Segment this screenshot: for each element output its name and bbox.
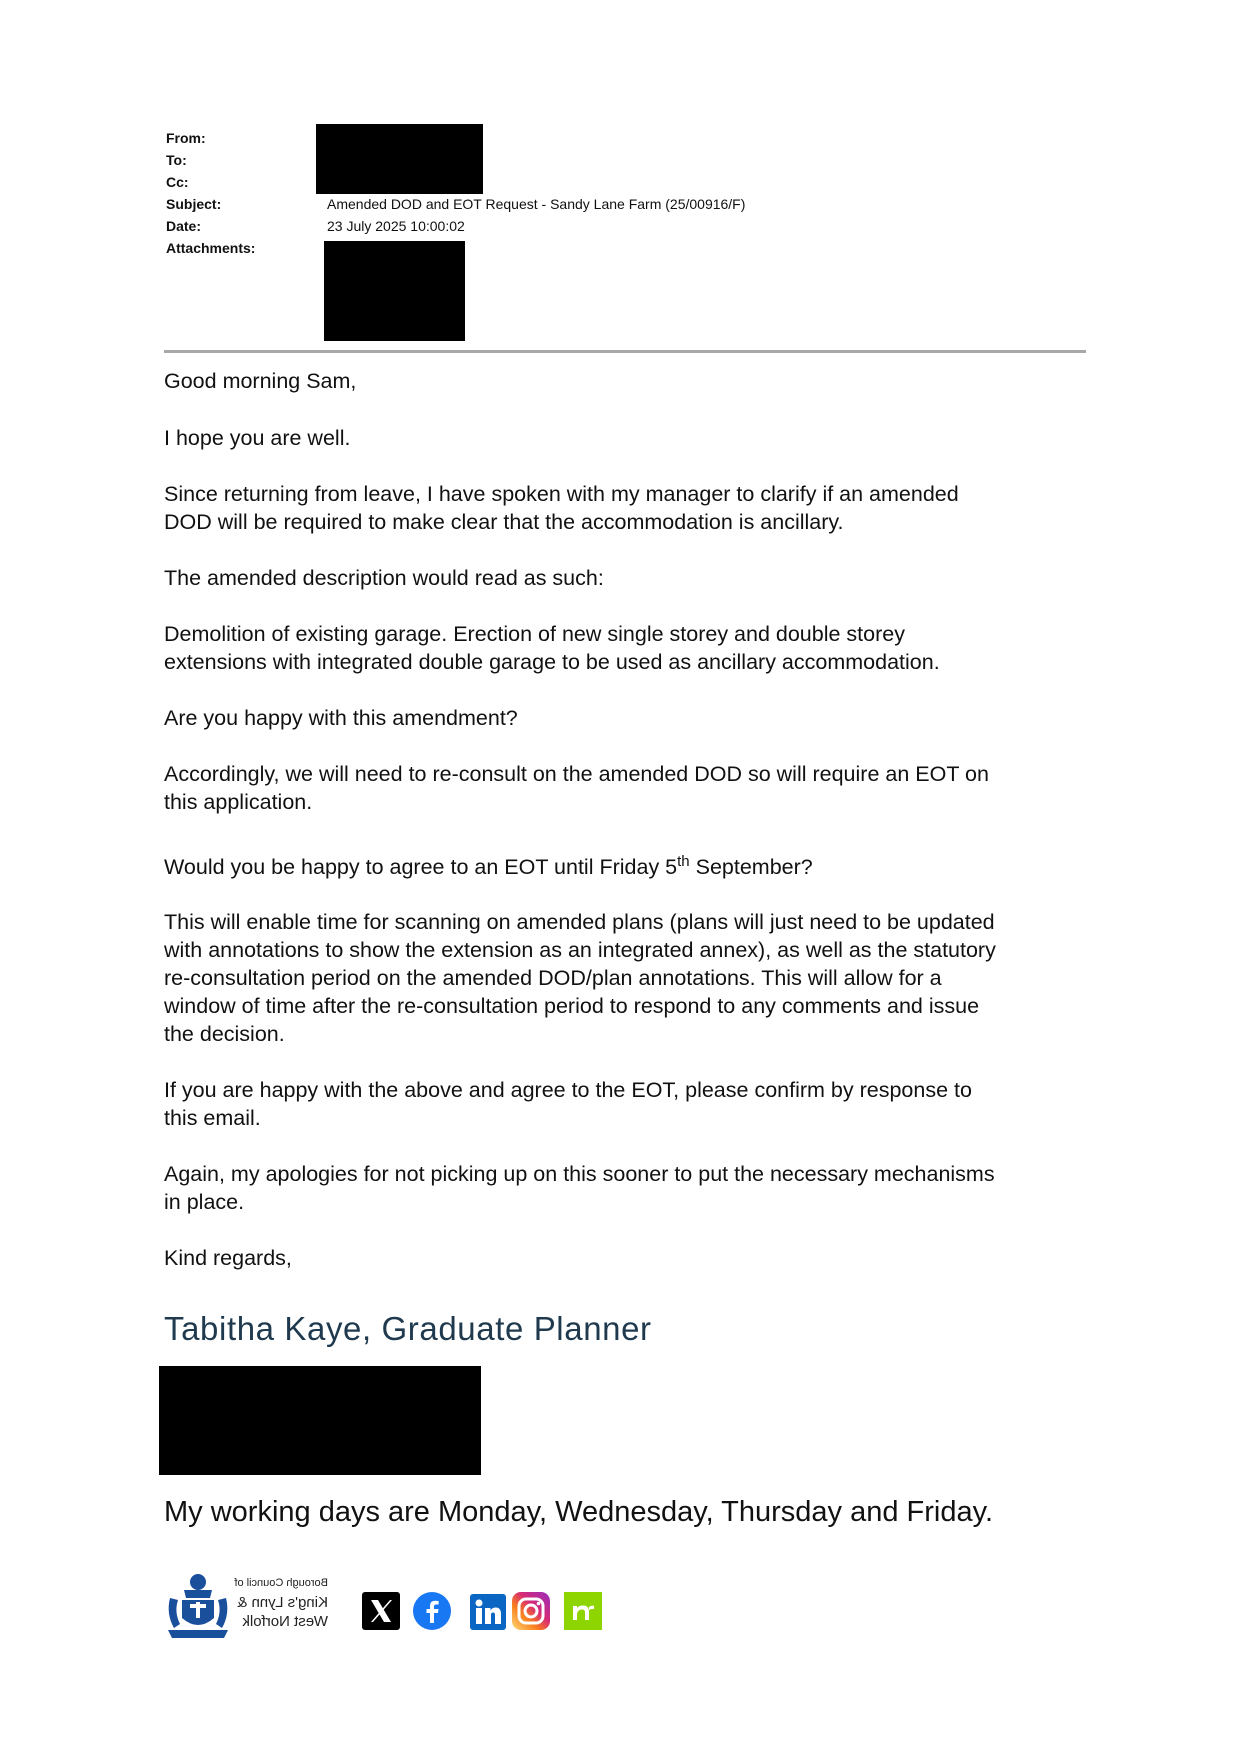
signature-name: Tabitha Kaye, Graduate Planner <box>164 1310 652 1347</box>
paragraph-6 <box>164 760 1104 816</box>
text-line: This will enable time for scanning on amended plans (plans will just need to be updated <box>164 910 995 934</box>
paragraph-2 <box>164 480 1104 536</box>
linkedin-icon[interactable] <box>470 1594 506 1630</box>
closing: Kind regards, <box>164 1246 292 1270</box>
paragraph-7 <box>164 848 1104 881</box>
subject-label: Subject: <box>166 196 222 212</box>
text-line: in place. <box>164 1190 245 1214</box>
council-line-1: Borough Council of <box>234 1577 328 1589</box>
council-line-3: West Norfolk <box>242 1613 328 1630</box>
instagram-icon[interactable] <box>512 1592 550 1630</box>
paragraph-4 <box>164 620 1104 676</box>
text-line: the decision. <box>164 1022 285 1046</box>
crest-icon <box>164 1568 232 1640</box>
cc-label: Cc: <box>166 174 189 190</box>
paragraph-8 <box>164 908 1104 1048</box>
council-line-2: King's Lynn & <box>237 1594 328 1611</box>
date-value: 23 July 2025 10:00:02 <box>327 218 465 234</box>
text-line: this application. <box>164 790 313 814</box>
eot-text-pre: Would you be happy to agree to an EOT until Friday 5 <box>164 855 678 880</box>
facebook-icon[interactable] <box>413 1592 451 1630</box>
nextdoor-icon[interactable] <box>564 1592 602 1630</box>
council-name <box>228 1574 328 1631</box>
text-line: with annotations to show the extension as an integrated annex), as well as the statutory <box>164 938 996 962</box>
redaction-attachments <box>324 241 465 341</box>
text-line: Again, my apologies for not picking up on this sooner to put the necessary mechanisms <box>164 1162 995 1186</box>
text-line: DOD will be required to make clear that the accommodation is ancillary. <box>164 510 844 534</box>
text-line: If you are happy with the above and agree to the EOT, please confirm by response to <box>164 1078 972 1102</box>
text-line: Accordingly, we will need to re-consult on the amended DOD so will require an EOT on <box>164 762 989 786</box>
to-label: To: <box>166 152 187 168</box>
attachments-label: Attachments: <box>166 240 256 256</box>
text-line: Demolition of existing garage. Erection of new single storey and double storey <box>164 622 905 646</box>
eot-superscript: th <box>677 853 690 870</box>
x-icon[interactable] <box>362 1592 400 1630</box>
from-label: From: <box>166 130 206 146</box>
paragraph-5: Are you happy with this amendment? <box>164 706 518 730</box>
text-line: Since returning from leave, I have spoken with my manager to clarify if an amended <box>164 482 959 506</box>
working-days: My working days are Monday, Wednesday, Thursday and Friday. <box>164 1496 994 1528</box>
eot-text-post: September? <box>689 855 813 880</box>
subject-value: Amended DOD and EOT Request - Sandy Lane Farm (25/00916/F) <box>327 196 746 212</box>
paragraph-10 <box>164 1160 1104 1216</box>
text-line: re-consultation period on the amended DOD/plan annotations. This will allow for a <box>164 966 942 990</box>
greeting: Good morning Sam, <box>164 369 357 393</box>
header-divider <box>164 350 1086 353</box>
text-line: this email. <box>164 1106 261 1130</box>
redaction-recipients <box>316 124 483 194</box>
text-line: extensions with integrated double garage to be used as ancillary accommodation. <box>164 650 940 674</box>
paragraph-9 <box>164 1076 1104 1132</box>
paragraph-3: The amended description would read as such: <box>164 566 604 590</box>
paragraph-1: I hope you are well. <box>164 426 351 450</box>
text-line: window of time after the re-consultation period to respond to any comments and issue <box>164 994 980 1018</box>
redaction-signature <box>159 1366 481 1475</box>
date-label: Date: <box>166 218 202 234</box>
